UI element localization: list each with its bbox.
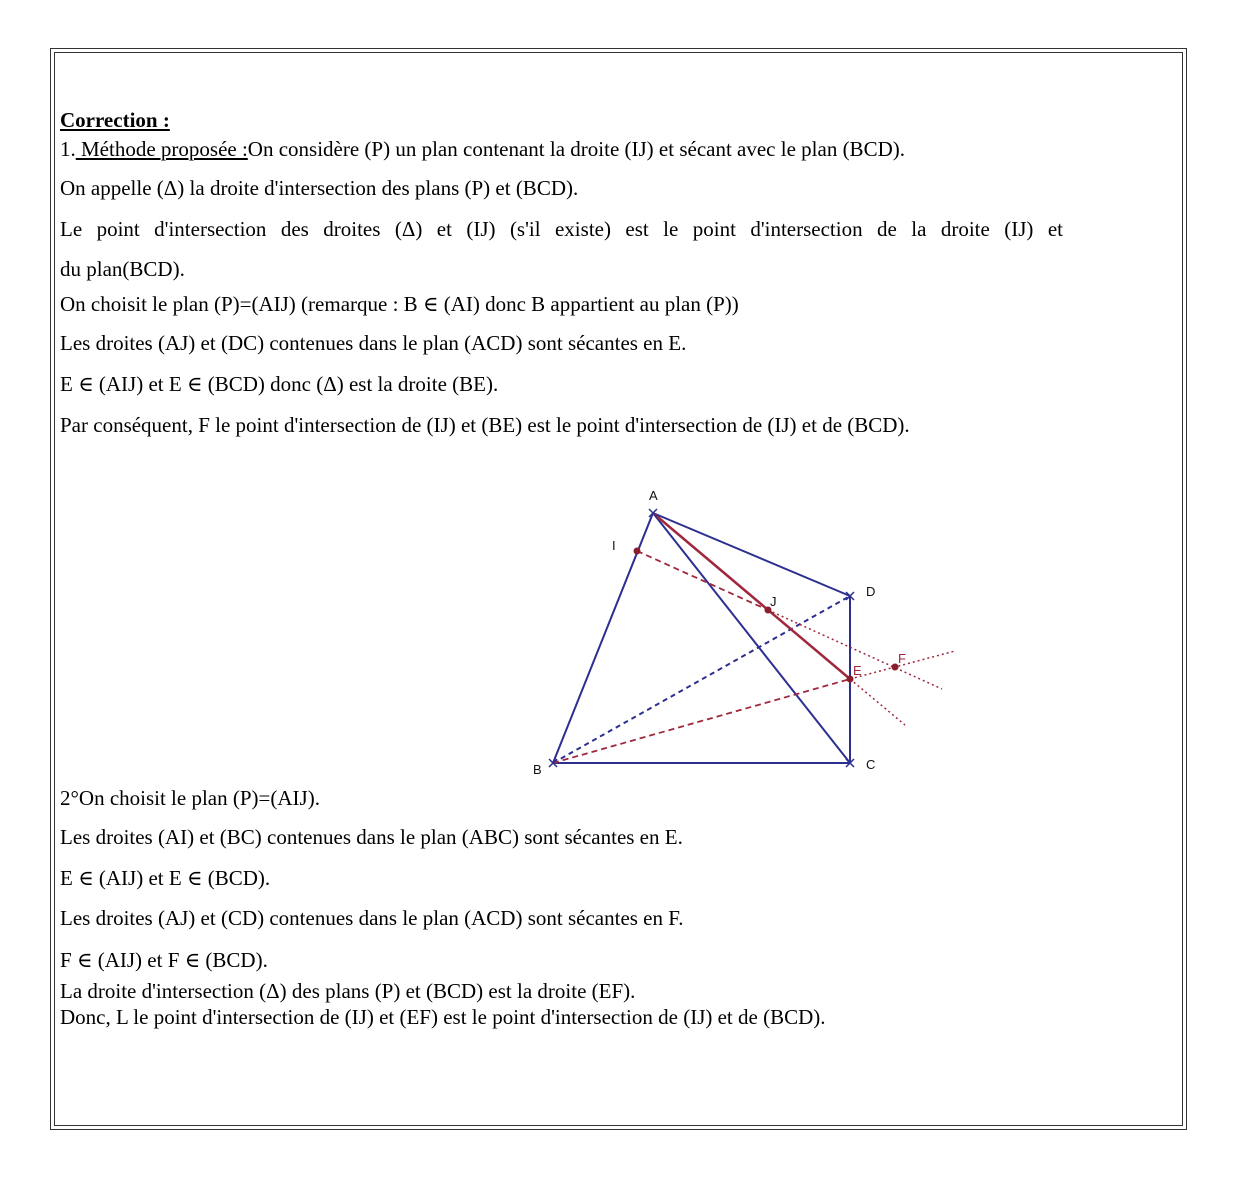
part1-line: On appelle (Δ) la droite d'intersection des plans (P) et (BCD).	[60, 176, 579, 200]
line-ae-dotted	[850, 679, 905, 725]
label-c: C	[866, 757, 876, 772]
label-i: I	[612, 538, 616, 553]
part2-line: F ∈ (AIJ) et F ∈ (BCD).	[60, 948, 268, 972]
part2-line: Les droites (AJ) et (CD) contenues dans le plan (ACD) sont sécantes en F.	[60, 906, 684, 930]
edge-ad	[653, 513, 850, 596]
edge-bd-hidden	[553, 596, 850, 763]
part1-line: E ∈ (AIJ) et E ∈ (BCD) donc (Δ) est la droite (BE).	[60, 372, 499, 396]
solid-edges	[553, 513, 850, 763]
line-ij-dashed	[637, 551, 768, 610]
vertex-marks	[549, 509, 854, 767]
point-i	[634, 548, 641, 555]
part1-line: Par conséquent, F le point d'intersection de (IJ) et (BE) est le point d'intersection de (IJ) et de (BCD).	[60, 413, 910, 437]
part2-line: 2°On choisit le plan (P)=(AIJ).	[60, 786, 320, 810]
part1-number: 1.	[60, 137, 76, 161]
part1-line: Le point d'intersection des droites (Δ) et (IJ) (s'il existe) est le point d'intersection de la droite (IJ) et	[60, 217, 1063, 241]
part1-line: du plan(BCD).	[60, 257, 185, 281]
cross-a	[649, 509, 657, 517]
part2-line: E ∈ (AIJ) et E ∈ (BCD).	[60, 866, 271, 890]
label-a: A	[649, 488, 658, 503]
method-label: Méthode proposée :	[75, 137, 248, 161]
part2-line: La droite d'intersection (Δ) des plans (P) et (BCD) est la droite (EF).	[60, 979, 636, 1003]
label-f: F	[898, 651, 906, 666]
label-j: J	[770, 594, 777, 609]
part1-line: Les droites (AJ) et (DC) contenues dans le plan (ACD) sont sécantes en E.	[60, 331, 687, 355]
part2-line: Les droites (AI) et (BC) contenues dans le plan (ABC) sont sécantes en E.	[60, 825, 683, 849]
correction-heading: Correction :	[60, 108, 170, 132]
segment-ae	[653, 513, 850, 679]
part2-line: Donc, L le point d'intersection de (IJ) et (EF) est le point d'intersection de (IJ) et de (BCD).	[60, 1005, 826, 1029]
line-be-dashed	[553, 679, 850, 763]
label-e: E	[853, 663, 862, 678]
method-text: On considère (P) un plan contenant la droite (IJ) et sécant avec le plan (BCD).	[247, 137, 905, 161]
part1-line: On choisit le plan (P)=(AIJ) (remarque : B ∈ (AI) donc B appartient au plan (P))	[60, 292, 739, 316]
label-d: D	[866, 584, 876, 599]
label-b: B	[533, 762, 542, 777]
